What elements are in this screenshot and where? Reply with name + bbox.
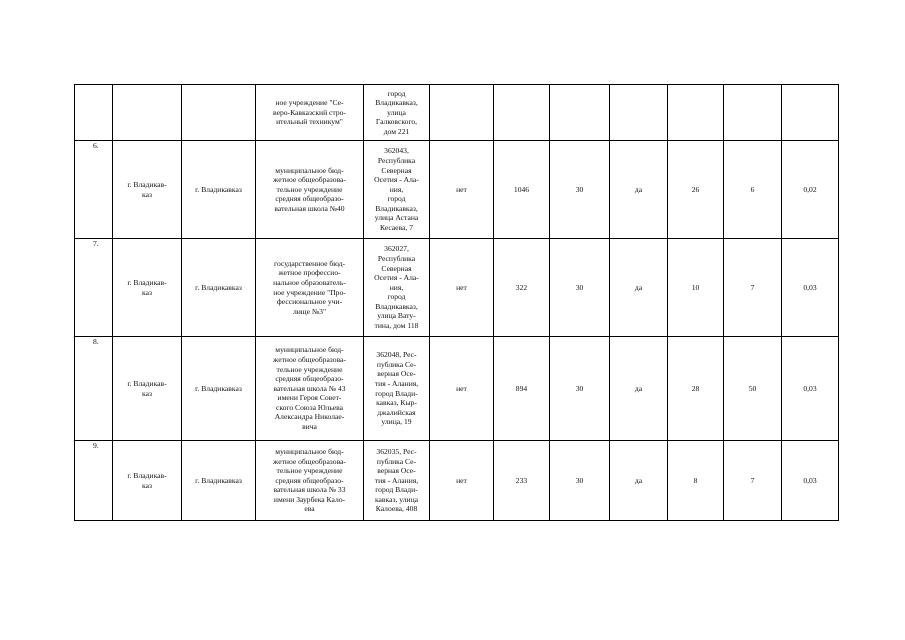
col6-cell: нет bbox=[430, 141, 494, 239]
address-cell: 362027, Республика Северная Осетия - Ала- ния, город Владикавказ, улица Вату- тина, дом 118 bbox=[364, 239, 430, 337]
col10-cell: 8 bbox=[668, 441, 724, 521]
institution-cell: муниципальное бюд- жетное общеобразова- тельное учреждение средняя общеобразо- вательная школа № 33 имени Заурбека Кало- ева bbox=[256, 441, 364, 521]
district-cell: г. Владикавказ bbox=[182, 441, 256, 521]
district-cell: г. Владикавказ bbox=[182, 239, 256, 337]
district-cell bbox=[182, 85, 256, 141]
col9-cell: да bbox=[610, 337, 668, 441]
col12-cell: 0,02 bbox=[782, 141, 839, 239]
row-number: 9. bbox=[75, 441, 113, 521]
address-cell: 362035, Рес- публика Се- верная Осе- тия - Алания, город Влади- кавказ, улица Калоева, 408 bbox=[364, 441, 430, 521]
table-row bbox=[75, 239, 839, 337]
institution-cell: ное учреждение "Се- веро-Кавказский стро- ительный техникум" bbox=[256, 85, 364, 141]
col12-cell: 0,03 bbox=[782, 441, 839, 521]
col12-cell: 0,03 bbox=[782, 239, 839, 337]
institution-cell: муниципальное бюд- жетное общеобразова- тельное учреждение средняя общеобразо- вательная школа №40 bbox=[256, 141, 364, 239]
table-row bbox=[75, 85, 839, 141]
col12-cell: 0,03 bbox=[782, 337, 839, 441]
col7-cell: 1046 bbox=[494, 141, 550, 239]
col8-cell: 30 bbox=[550, 141, 610, 239]
col8-cell: 30 bbox=[550, 441, 610, 521]
address-cell: город Владикавказ, улица Галковского, дом 221 bbox=[364, 85, 430, 141]
col9-cell: да bbox=[610, 141, 668, 239]
col10-cell bbox=[668, 85, 724, 141]
col8-cell: 30 bbox=[550, 337, 610, 441]
col10-cell: 26 bbox=[668, 141, 724, 239]
col9-cell: да bbox=[610, 441, 668, 521]
district-cell: г. Владикавказ bbox=[182, 141, 256, 239]
table-row bbox=[75, 141, 839, 239]
city-cell bbox=[113, 85, 182, 141]
col11-cell: 50 bbox=[724, 337, 782, 441]
col10-cell: 28 bbox=[668, 337, 724, 441]
row-number: 7. bbox=[75, 239, 113, 337]
col6-cell: нет bbox=[430, 337, 494, 441]
city-cell: г. Владикав- каз bbox=[113, 441, 182, 521]
col11-cell bbox=[724, 85, 782, 141]
col8-cell: 30 bbox=[550, 239, 610, 337]
institution-cell: государственное бюд- жетное профессио- нальное образователь- ное учреждение "Про- фессиональное учи- лище №3" bbox=[256, 239, 364, 337]
col8-cell bbox=[550, 85, 610, 141]
city-cell: г. Владикав- каз bbox=[113, 141, 182, 239]
table-row bbox=[75, 337, 839, 441]
table-row bbox=[75, 441, 839, 521]
city-cell: г. Владикав- каз bbox=[113, 239, 182, 337]
col6-cell: нет bbox=[430, 441, 494, 521]
col11-cell: 7 bbox=[724, 441, 782, 521]
col11-cell: 7 bbox=[724, 239, 782, 337]
address-cell: 362043, Республика Северная Осетия - Ала- ния, город Владикавказ, улица Астана Кесаева, 7 bbox=[364, 141, 430, 239]
col10-cell: 10 bbox=[668, 239, 724, 337]
col7-cell: 233 bbox=[494, 441, 550, 521]
col7-cell: 894 bbox=[494, 337, 550, 441]
col9-cell bbox=[610, 85, 668, 141]
row-number bbox=[75, 85, 113, 141]
col7-cell bbox=[494, 85, 550, 141]
col6-cell bbox=[430, 85, 494, 141]
district-cell: г. Владикавказ bbox=[182, 337, 256, 441]
institution-cell: муниципальное бюд- жетное общеобразова- тельное учреждение средняя общеобразо- вательная школа № 43 имени Героя Совет- ского Союза Юльева Александра Николае- вича bbox=[256, 337, 364, 441]
institutions-table bbox=[74, 84, 839, 521]
row-number: 6. bbox=[75, 141, 113, 239]
col12-cell bbox=[782, 85, 839, 141]
col11-cell: 6 bbox=[724, 141, 782, 239]
row-number: 8. bbox=[75, 337, 113, 441]
city-cell: г. Владикав- каз bbox=[113, 337, 182, 441]
col7-cell: 322 bbox=[494, 239, 550, 337]
address-cell: 362048, Рес- публика Се- верная Осе- тия - Алания, город Влади- кавказ, Кыр- джалийская улица, 19 bbox=[364, 337, 430, 441]
col6-cell: нет bbox=[430, 239, 494, 337]
col9-cell: да bbox=[610, 239, 668, 337]
